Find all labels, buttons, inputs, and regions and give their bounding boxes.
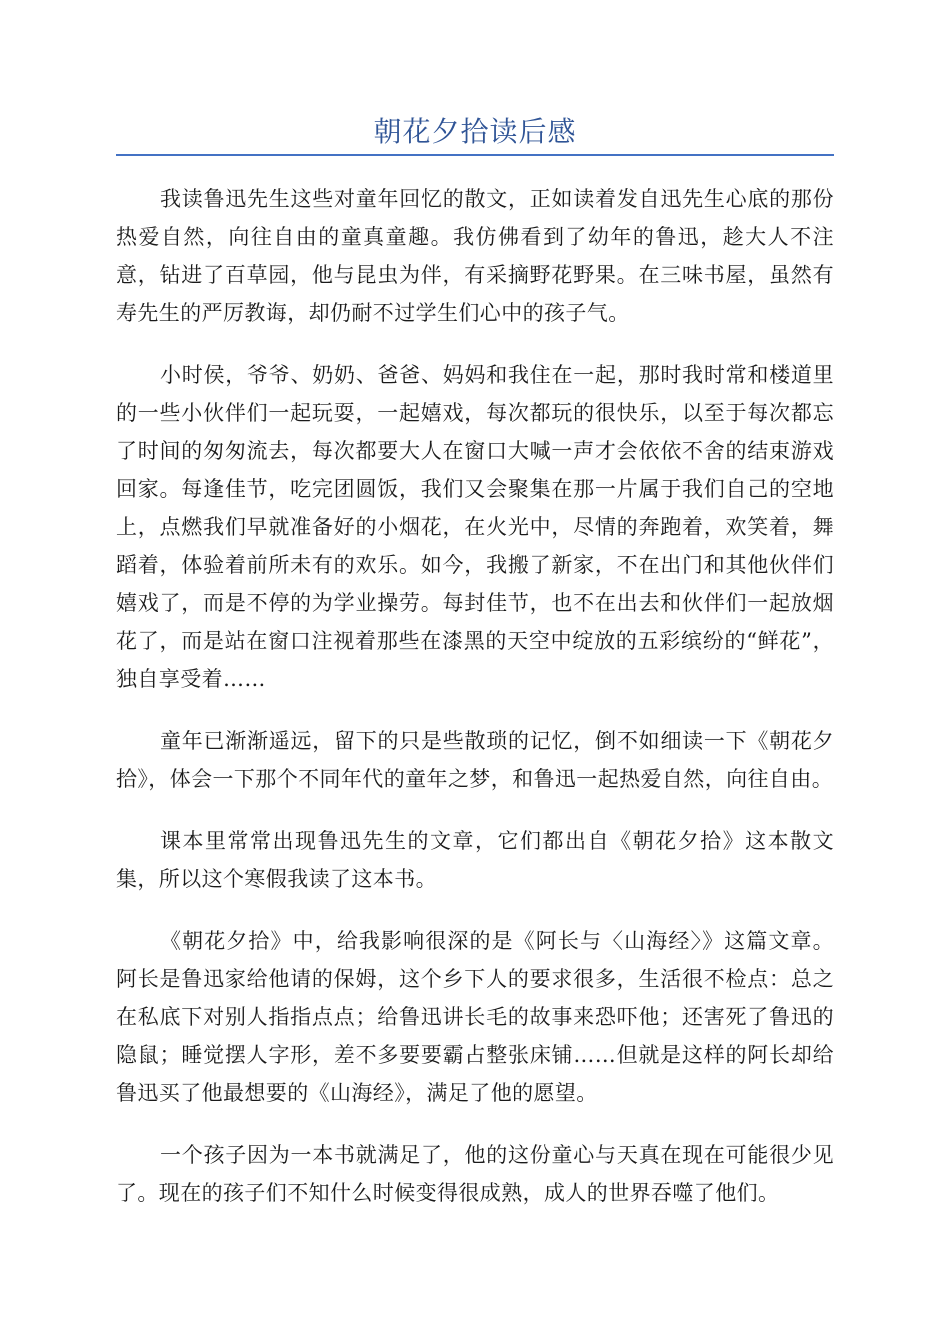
title-underline bbox=[116, 154, 834, 156]
paragraph-1: 我读鲁迅先生这些对童年回忆的散文，正如读着发自迅先生心底的那份热爱自然，向往自由的童真童趣。我仿佛看到了幼年的鲁迅，趁大人不注意，钻进了百草园，他与昆虫为伴，有采摘野花野果。在三味书屋，虽然有寿先生的严厉教诲，却仍耐不过学生们心中的孩子气。 bbox=[116, 187, 834, 325]
paragraph-6: 一个孩子因为一本书就满足了，他的这份童心与天真在现在可能很少见了。现在的孩子们不知什么时候变得很成熟，成人的世界吞噬了他们。 bbox=[116, 1143, 834, 1205]
paragraph-2: 小时侯，爷爷、奶奶、爸爸、妈妈和我住在一起，那时我时常和楼道里的一些小伙伴们一起玩耍，一起嬉戏，每次都玩的很快乐，以至于每次都忘了时间的匆匆流去，每次都要大人在窗口大喊一声才会依依不舍的结束游戏回家。每逢佳节，吃完团圆饭，我们又会聚集在那一片属于我们自己的空地上，点燃我们早就准备好的小烟花，在火光中，尽情的奔跑着，欢笑着，舞蹈着，体验着前所未有的欢乐。如今，我搬了新家，不在出门和其他伙伴们嬉戏了，而是不停的为学业操劳。每封佳节，也不在出去和伙伴们一起放烟花了，而是站在窗口注视着那些在漆黑的天空中绽放的五彩缤纷的“鲜花”，独自享受着…… bbox=[116, 363, 834, 691]
paragraph-4: 课本里常常出现鲁迅先生的文章，它们都出自《朝花夕拾》这本散文集，所以这个寒假我读了这本书。 bbox=[116, 829, 834, 891]
paragraph-5: 《朝花夕拾》中，给我影响很深的是《阿长与〈山海经〉》这篇文章。阿长是鲁迅家给他请的保姆，这个乡下人的要求很多，生活很不检点：总之在私底下对别人指指点点；给鲁迅讲长毛的故事来恐吓他；还害死了鲁迅的隐鼠；睡觉摆人字形，差不多要要霸占整张床铺……但就是这样的阿长却给鲁迅买了他最想要的《山海经》，满足了他的愿望。 bbox=[116, 929, 834, 1105]
document-body bbox=[116, 180, 834, 1236]
paragraph-3: 童年已渐渐遥远，留下的只是些散琐的记忆，倒不如细读一下《朝花夕拾》，体会一下那个不同年代的童年之梦，和鲁迅一起热爱自然，向往自由。 bbox=[116, 729, 834, 791]
document-title: 朝花夕拾读后感 bbox=[373, 115, 577, 148]
